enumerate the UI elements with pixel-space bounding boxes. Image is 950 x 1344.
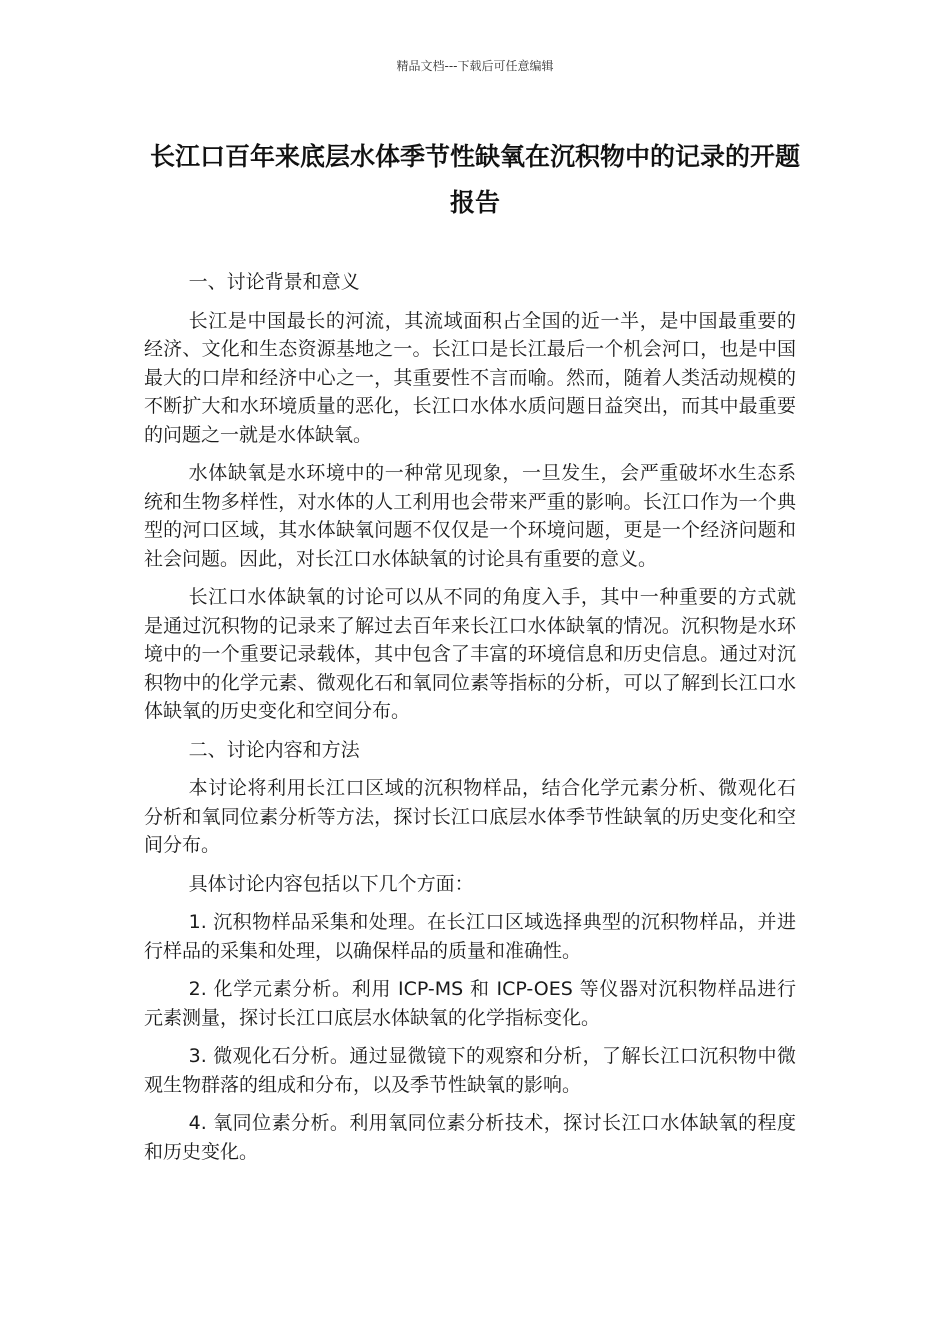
list-item: 4. 氧同位素分析。利用氧同位素分析技术，探讨长江口水体缺氧的程度和历史变化。 xyxy=(144,1112,796,1163)
paragraph: 水体缺氧是水环境中的一种常见现象，一旦发生，会严重破坏水生态系统和生物多样性，对水体的人工利用也会带来严重的影响。长江口作为一个典型的河口区域，其水体缺氧问题不仅仅是一个环境问题，更是一个经济问题和社会问题。因此，对长江口水体缺氧的讨论具有重要的意义。 xyxy=(144,462,796,570)
paragraph: 长江是中国最长的河流，其流域面积占全国的近一半，是中国最重要的经济、文化和生态资源基地之一。长江口是长江最后一个机会河口，也是中国最大的口岸和经济中心之一，其重要性不言而喻。然而，随着人类活动规模的不断扩大和水环境质量的恶化，长江口水体水质问题日益突出，而其中最重要的问题之一就是水体缺氧。 xyxy=(144,309,796,446)
paragraph: 长江口水体缺氧的讨论可以从不同的角度入手，其中一种重要的方式就是通过沉积物的记录来了解过去百年来长江口水体缺氧的情况。沉积物是水环境中的一个重要记录载体，其中包含了丰富的环境信息和历史信息。通过对沉积物中的化学元素、微观化石和氧同位素等指标的分析，可以了解到长江口水体缺氧的历史变化和空间分布。 xyxy=(144,586,796,722)
page-header: 精品文档---下载后可任意编辑 xyxy=(396,59,554,73)
section-heading-methods: 二、讨论内容和方法 xyxy=(188,738,360,761)
list-item: 2. 化学元素分析。利用 ICP-MS 和 ICP-OES 等仪器对沉积物样品进行元素测量，探讨长江口底层水体缺氧的化学指标变化。 xyxy=(144,978,796,1029)
document-title: 长江口百年来底层水体季节性缺氧在沉积物中的记录的开题报告 xyxy=(149,142,800,217)
section-heading-background: 一、讨论背景和意义 xyxy=(188,271,360,293)
list-item: 3. 微观化石分析。通过显微镜下的观察和分析，了解长江口沉积物中微观生物群落的组成和分布，以及季节性缺氧的影响。 xyxy=(144,1045,796,1096)
paragraph: 本讨论将利用长江口区域的沉积物样品，结合化学元素分析、微观化石分析和氧同位素分析等方法，探讨长江口底层水体季节性缺氧的历史变化和空间分布。 xyxy=(144,777,796,856)
paragraph: 具体讨论内容包括以下几个方面： xyxy=(188,872,474,895)
document-body xyxy=(144,268,796,1176)
list-item: 1. 沉积物样品采集和处理。在长江口区域选择典型的沉积物样品，并进行样品的采集和处理，以确保样品的质量和准确性。 xyxy=(144,911,796,962)
